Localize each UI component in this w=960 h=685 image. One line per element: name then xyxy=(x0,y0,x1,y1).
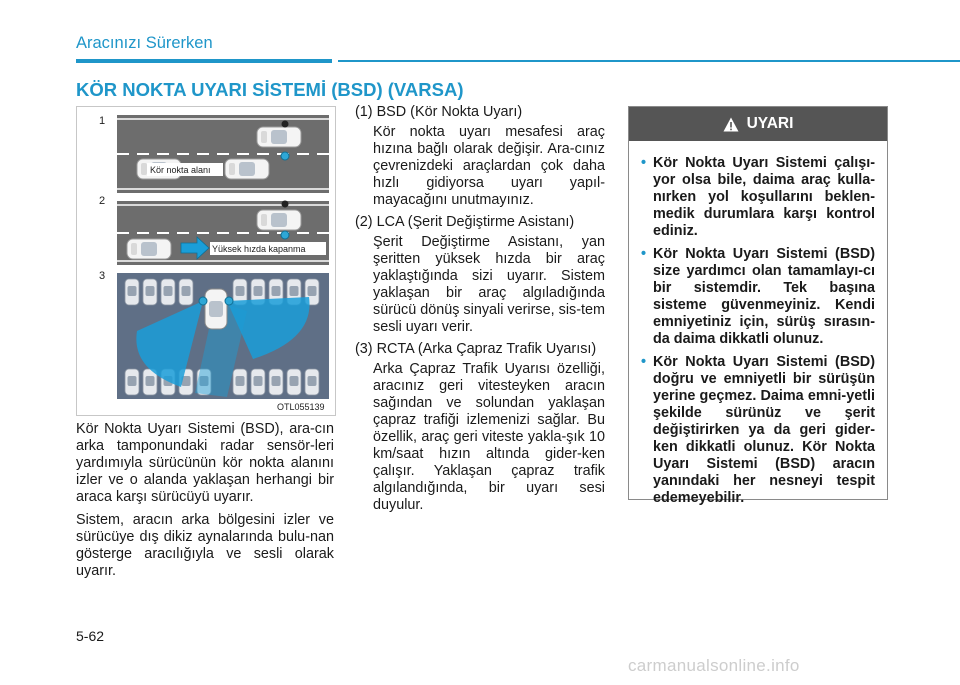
bullet-icon: • xyxy=(641,155,647,171)
warning-triangle-icon xyxy=(723,117,739,132)
blind-spot-label: Kör nokta alanı xyxy=(150,165,211,175)
feature-body: Arka Çapraz Trafik Uyarısı özelliği, aracınız geri vitesteyken aracın sağından ve solundan yaklaşan çapraz trafiği izlemenizi sağlar. Bu özellik, araç geri viteste yakla-şık 10 km/saat hızın altında gider-ken çalışır. Yaklaşan çapraz trafik algılandığında, bir uyarı sesi duyulur. xyxy=(373,361,605,513)
intro-paragraph: Sistem, aracın arka bölgesini izler ve sürücüye dış dikiz aynalarında bulu-nan gösterge aracılığıyla ve sesli olarak uyarır. xyxy=(76,512,334,579)
feature-heading: (1) BSD (Kör Nokta Uyarı) xyxy=(355,104,523,120)
sensor-dot xyxy=(282,121,289,128)
watermark: carmanualsonline.info xyxy=(628,656,800,675)
sensor-dot xyxy=(282,201,289,208)
bullet-icon: • xyxy=(641,246,647,262)
warning-item: • Kör Nokta Uyarı Sistemi (BSD) size yardımcı olan tamamlayı-cı bir sistemdir. Tek başına sisteme güvenmeyiniz. Kendi emniyetiniz için, sürüş sırasın-da daima dikkatli olunuz. xyxy=(641,246,875,347)
section-rule-thin xyxy=(338,60,960,62)
intro-paragraph: Kör Nokta Uyarı Sistemi (BSD), ara-cın arka tamponundaki radar sensör-leri yardımıyla sürücünün kör nokta alanını izler ve o alanda yaklaşan herhangi bir araca karşı sürücüyü uyarır. xyxy=(76,421,334,505)
section-label: Aracınızı Sürerken xyxy=(76,34,213,52)
sensor-dot xyxy=(225,297,233,305)
vehicle-icon xyxy=(257,210,301,230)
page-title: KÖR NOKTA UYARI SİSTEMİ (BSD) (VARSA) xyxy=(76,79,464,100)
feature-body: Kör nokta uyarı mesafesi araç hızına bağlı olarak değişir. Ara-cınız çevrenizdeki araçlardan çok daha hızlı gidiyorsa uyarı yapıl-mayacağını unutmayınız. xyxy=(373,124,605,208)
page-number: 5-62 xyxy=(76,628,105,644)
warning-item: • Kör Nokta Uyarı Sistemi (BSD) doğru ve emniyetli bir sürüşün yerine geçmez. Daima emni-yetli şekilde sürünüz ve şerit değiştirirken ya da geri gider-ken dikkatli olunuz. Kör Nokta Uyarı Sistemi (BSD) aracın yanındaki her nesneyi tespit edemeyebilir. xyxy=(641,354,875,506)
warning-item: • Kör Nokta Uyarı Sistemi çalışı-yor olsa bile, daima araç kulla-nırken yol koşullarını beklen-medik durumlara karşı kontrol ediniz. xyxy=(641,155,875,239)
sensor-dot xyxy=(281,231,289,239)
vehicle-icon xyxy=(225,159,269,179)
figure-code: OTL055139 xyxy=(277,402,325,412)
feature-heading: (3) RCTA (Arka Çapraz Trafik Uyarısı) xyxy=(355,341,597,357)
feature-body: Şerit Değiştirme Asistanı, yan şeritten yüksek hızda bir araç yaklaştığında sizi uyarır. Sistem yaklaşan bir araç algıladığında sürücü dönüş sinyali verirse, sis-tem sesli uyarı verir. xyxy=(373,234,605,335)
closing-label: Yüksek hızda kapanma xyxy=(212,244,306,254)
feature-list xyxy=(355,104,605,519)
figure-label-2: 2 xyxy=(99,195,106,207)
figure-label-3: 3 xyxy=(99,270,106,282)
sensor-dot xyxy=(199,297,207,305)
section-rule-thick xyxy=(76,59,332,63)
bullet-icon: • xyxy=(641,354,647,370)
warning-box xyxy=(628,106,888,506)
intro-text xyxy=(76,421,334,586)
figure-label-1: 1 xyxy=(99,115,106,127)
warning-list xyxy=(629,141,887,507)
vehicle-icon xyxy=(127,239,171,259)
bsd-illustration xyxy=(76,106,336,416)
section-rule xyxy=(76,59,960,63)
sensor-dot xyxy=(281,152,289,160)
vehicle-icon xyxy=(257,127,301,147)
warning-title: UYARI xyxy=(746,115,794,132)
warning-header xyxy=(629,107,887,141)
feature-heading: (2) LCA (Şerit Değiştirme Asistanı) xyxy=(355,214,575,230)
